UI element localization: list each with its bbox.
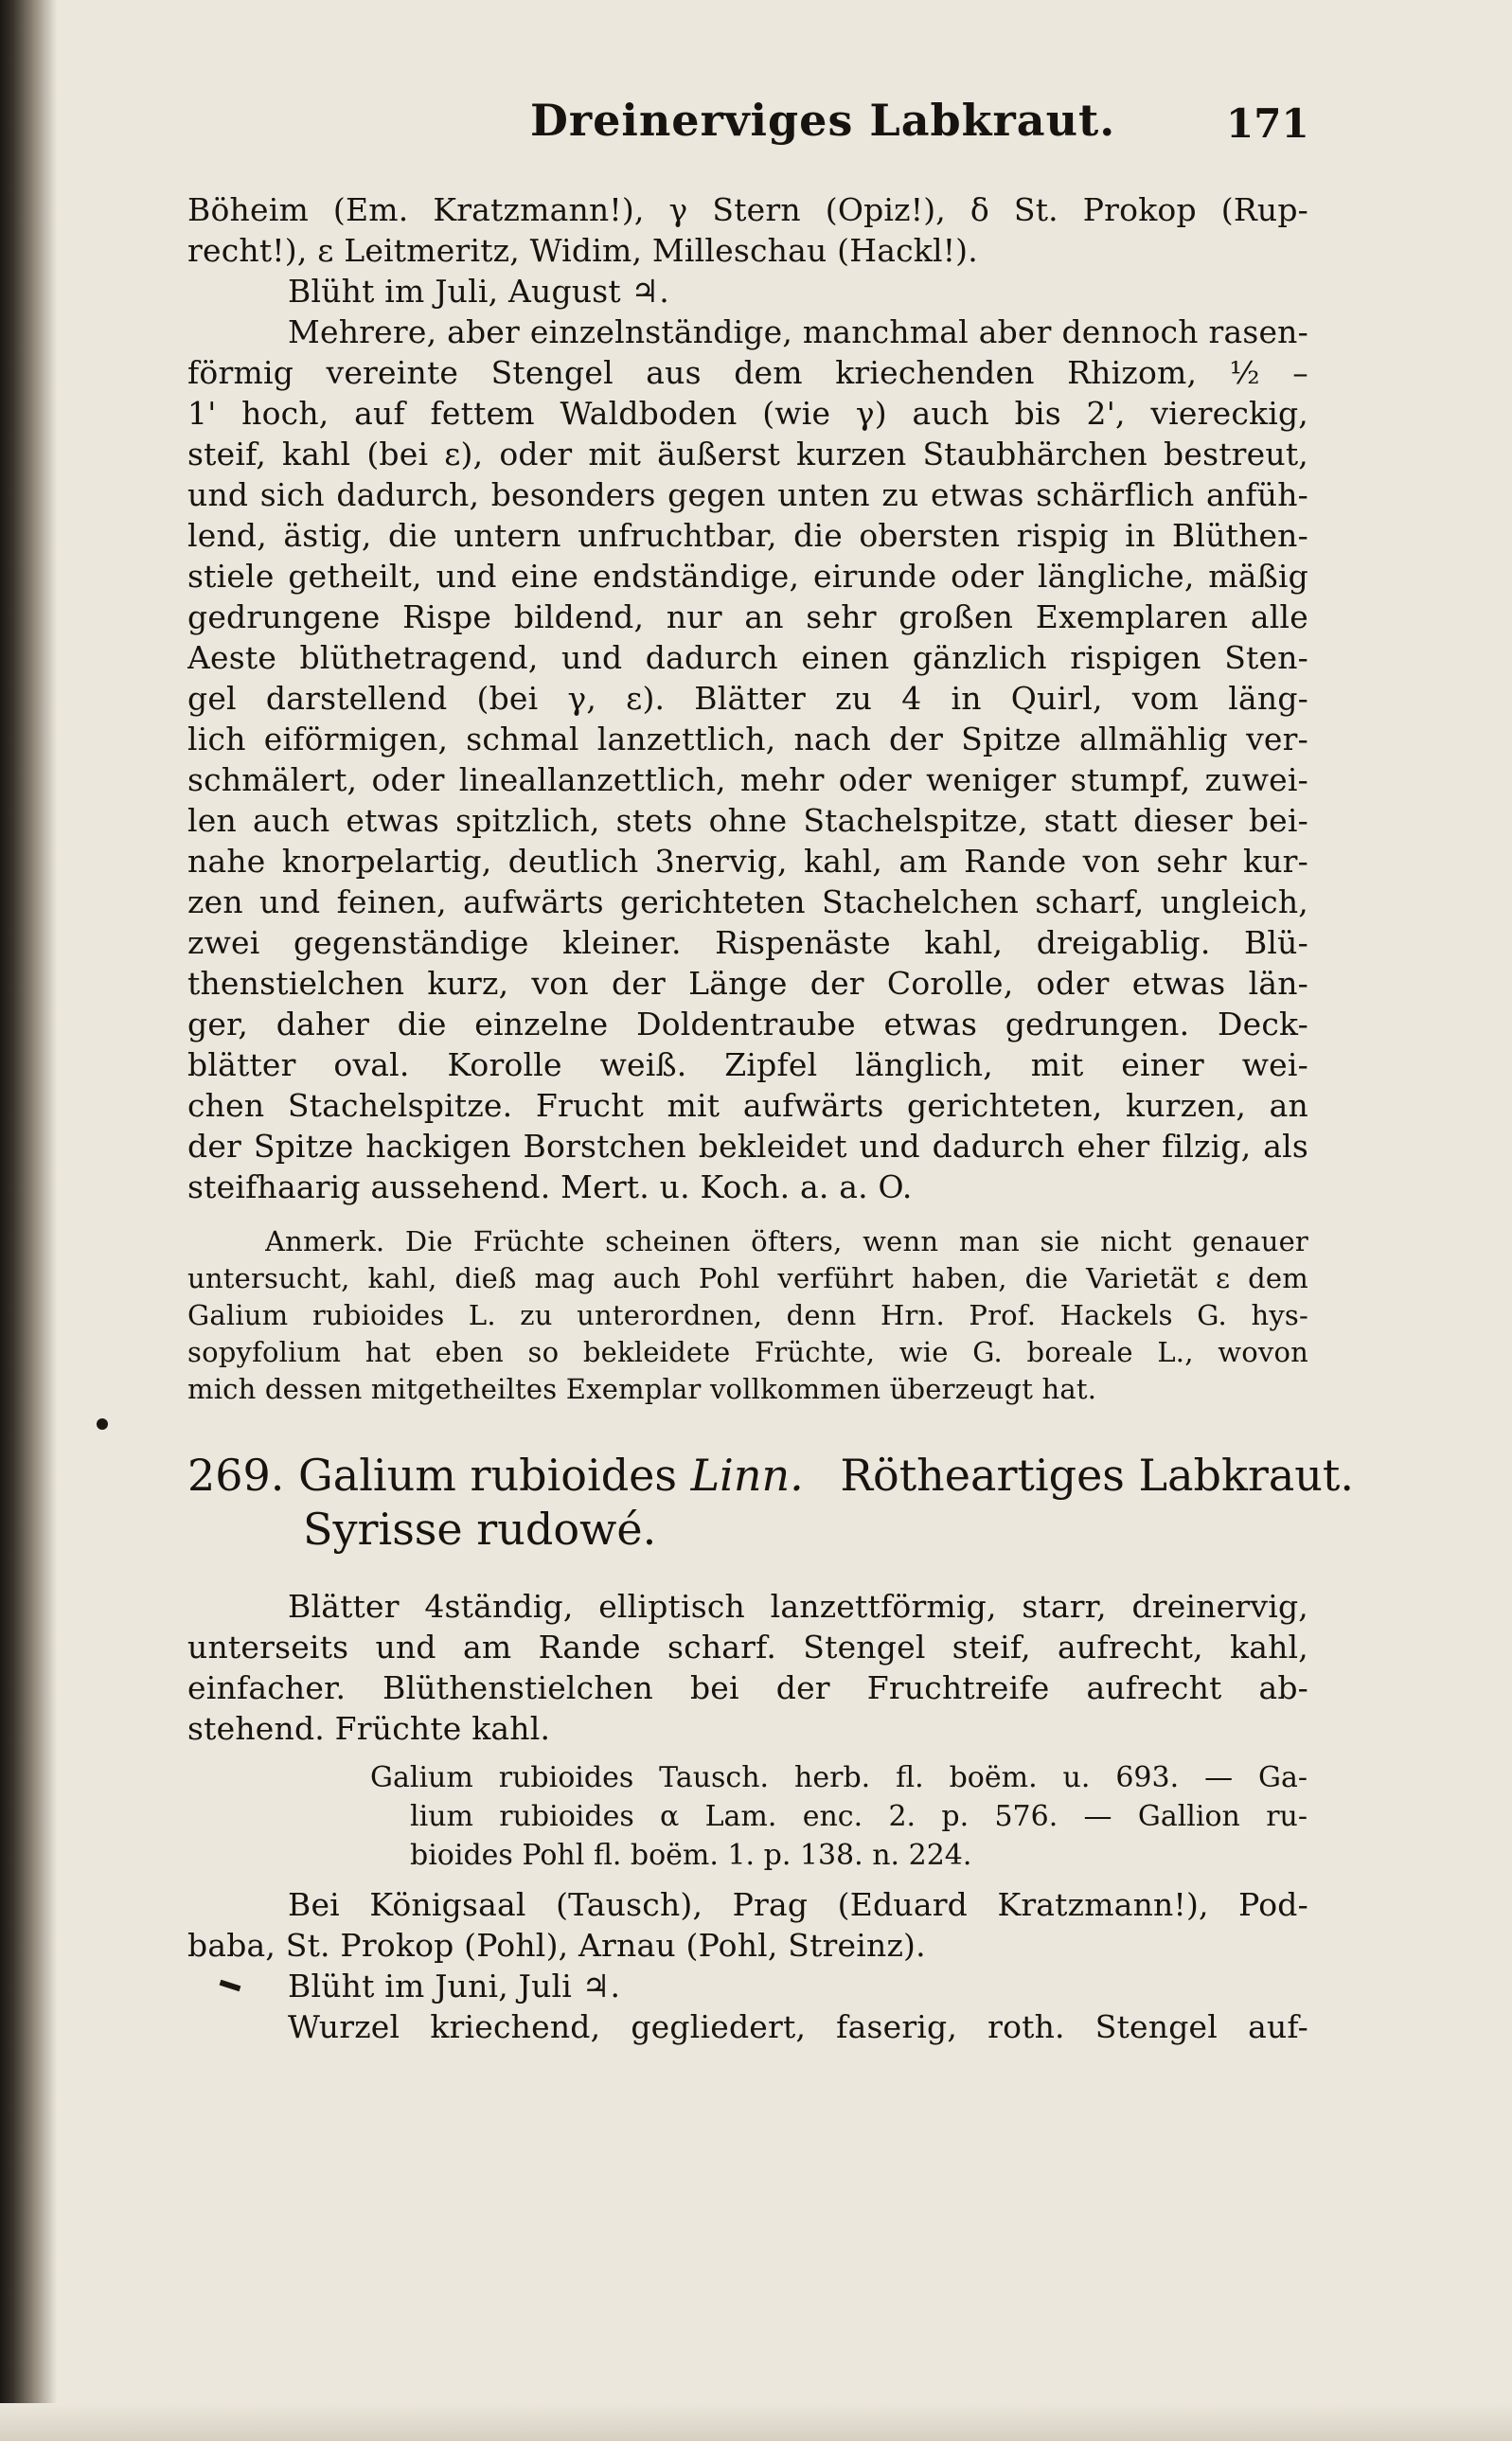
- note-line: Galium rubioides L. zu unterordnen, denn Hrn. Prof. Hackels G. hys-: [187, 1299, 1308, 1331]
- margin-dash: [220, 1980, 241, 1992]
- body-line: steif, kahl (bei ε), oder mit äußerst kurzen Staubhärchen bestreut,: [187, 436, 1308, 472]
- synonym-line: lium rubioides α Lam. enc. 2. p. 576. — Gallion ru-: [410, 1800, 1307, 1833]
- species-author: Linn.: [690, 1450, 804, 1501]
- species-german-name: Rötheartiges Labkraut.: [840, 1450, 1354, 1501]
- description-line: Blätter 4ständig, elliptisch lanzettförmig, starr, dreinervig,: [288, 1588, 1308, 1625]
- body-line: stiele getheilt, und eine endständige, eirunde oder längliche, mäßig: [187, 558, 1308, 595]
- page-bottom-edge: [0, 2403, 1512, 2441]
- body-line: Aeste blüthetragend, und dadurch einen gänzlich rispigen Sten-: [187, 639, 1308, 676]
- body-line: ger, daher die einzelne Doldentraube etwas gedrungen. Deck-: [187, 1006, 1308, 1042]
- note-line: untersucht, kahl, dieß mag auch Pohl verführt haben, die Varietät ε dem: [187, 1262, 1308, 1294]
- description-line: stehend. Früchte kahl.: [187, 1710, 551, 1747]
- note-line: mich dessen mitgetheiltes Exemplar vollkommen überzeugt hat.: [187, 1373, 1097, 1405]
- locality-line: baba, St. Prokop (Pohl), Arnau (Pohl, Streinz).: [187, 1927, 926, 1964]
- body-line: gel darstellend (bei γ, ε). Blätter zu 4 in Quirl, vom läng-: [187, 680, 1308, 717]
- body-line: recht!), ε Leitmeritz, Widim, Milleschau (Hackl!).: [187, 232, 978, 269]
- body-line: zen und feinen, aufwärts gerichteten Stachelchen scharf, ungleich,: [187, 883, 1308, 920]
- note-line: sopyfolium hat eben so bekleidete Früchte, wie G. boreale L., wovon: [187, 1336, 1308, 1368]
- locality-line: Wurzel kriechend, gegliedert, faserig, roth. Stengel auf-: [288, 2008, 1308, 2045]
- body-line: Böheim (Em. Kratzmann!), γ Stern (Opiz!), δ St. Prokop (Rup-: [187, 191, 1308, 228]
- body-line: Blüht im Juli, August ♃.: [288, 273, 669, 310]
- body-line: len auch etwas spitzlich, stets ohne Stachelspitze, statt dieser bei-: [187, 802, 1308, 839]
- synonym-line: Galium rubioides Tausch. herb. fl. boëm. u. 693. — Ga-: [370, 1761, 1307, 1794]
- body-line: schmälert, oder lineallanzettlich, mehr oder weniger stumpf, zuwei-: [187, 761, 1308, 798]
- note-line: Anmerk. Die Früchte scheinen öfters, wenn man sie nicht genauer: [265, 1225, 1308, 1257]
- species-heading: [187, 1449, 1354, 1502]
- species-czech-name: Syrisse rudowé.: [303, 1504, 657, 1555]
- body-line: gedrungene Rispe bildend, nur an sehr großen Exemplaren alle: [187, 598, 1308, 635]
- body-line: und sich dadurch, besonders gegen unten zu etwas schärflich anfüh-: [187, 476, 1308, 513]
- description-line: unterseits und am Rande scharf. Stengel steif, aufrecht, kahl,: [187, 1629, 1308, 1666]
- locality-line: Bei Königsaal (Tausch), Prag (Eduard Kratzmann!), Pod-: [288, 1886, 1308, 1923]
- species-latin-name: Galium rubioides: [298, 1450, 677, 1501]
- body-line: chen Stachelspitze. Frucht mit aufwärts gerichteten, kurzen, an: [187, 1087, 1308, 1124]
- page-binding-shadow: [0, 0, 57, 2441]
- body-line: lend, ästig, die untern unfruchtbar, die obersten rispig in Blüthen-: [187, 517, 1308, 554]
- locality-line: Blüht im Juni, Juli ♃.: [288, 1968, 621, 2004]
- body-line: steifhaarig aussehend. Mert. u. Koch. a. a. O.: [187, 1168, 913, 1205]
- description-line: einfacher. Blüthenstielchen bei der Fruchtreife aufrecht ab-: [187, 1669, 1308, 1706]
- body-line: blätter oval. Korolle weiß. Zipfel länglich, mit einer wei-: [187, 1046, 1308, 1083]
- body-line: förmig vereinte Stengel aus dem kriechenden Rhizom, ½ –: [187, 354, 1308, 391]
- body-line: nahe knorpelartig, deutlich 3nervig, kahl, am Rande von sehr kur-: [187, 843, 1308, 880]
- synonym-line: bioides Pohl fl. boëm. 1. p. 138. n. 224.: [410, 1839, 972, 1872]
- margin-dot: [97, 1418, 108, 1430]
- running-header-title: Dreinerviges Labkraut.: [530, 95, 1116, 146]
- body-line: der Spitze hackigen Borstchen bekleidet und dadurch eher filzig, als: [187, 1128, 1308, 1165]
- page-number: 171: [1226, 100, 1309, 147]
- body-line: 1' hoch, auf fettem Waldboden (wie γ) auch bis 2', viereckig,: [187, 395, 1308, 432]
- body-line: thenstielchen kurz, von der Länge der Corolle, oder etwas län-: [187, 965, 1308, 1002]
- body-line: lich eiförmigen, schmal lanzettlich, nach der Spitze allmählig ver-: [187, 721, 1308, 757]
- body-line: zwei gegenständige kleiner. Rispenäste kahl, dreigablig. Blü-: [187, 924, 1308, 961]
- body-line: Mehrere, aber einzelnständige, manchmal aber dennoch rasen-: [288, 313, 1308, 350]
- species-number: 269.: [187, 1450, 285, 1501]
